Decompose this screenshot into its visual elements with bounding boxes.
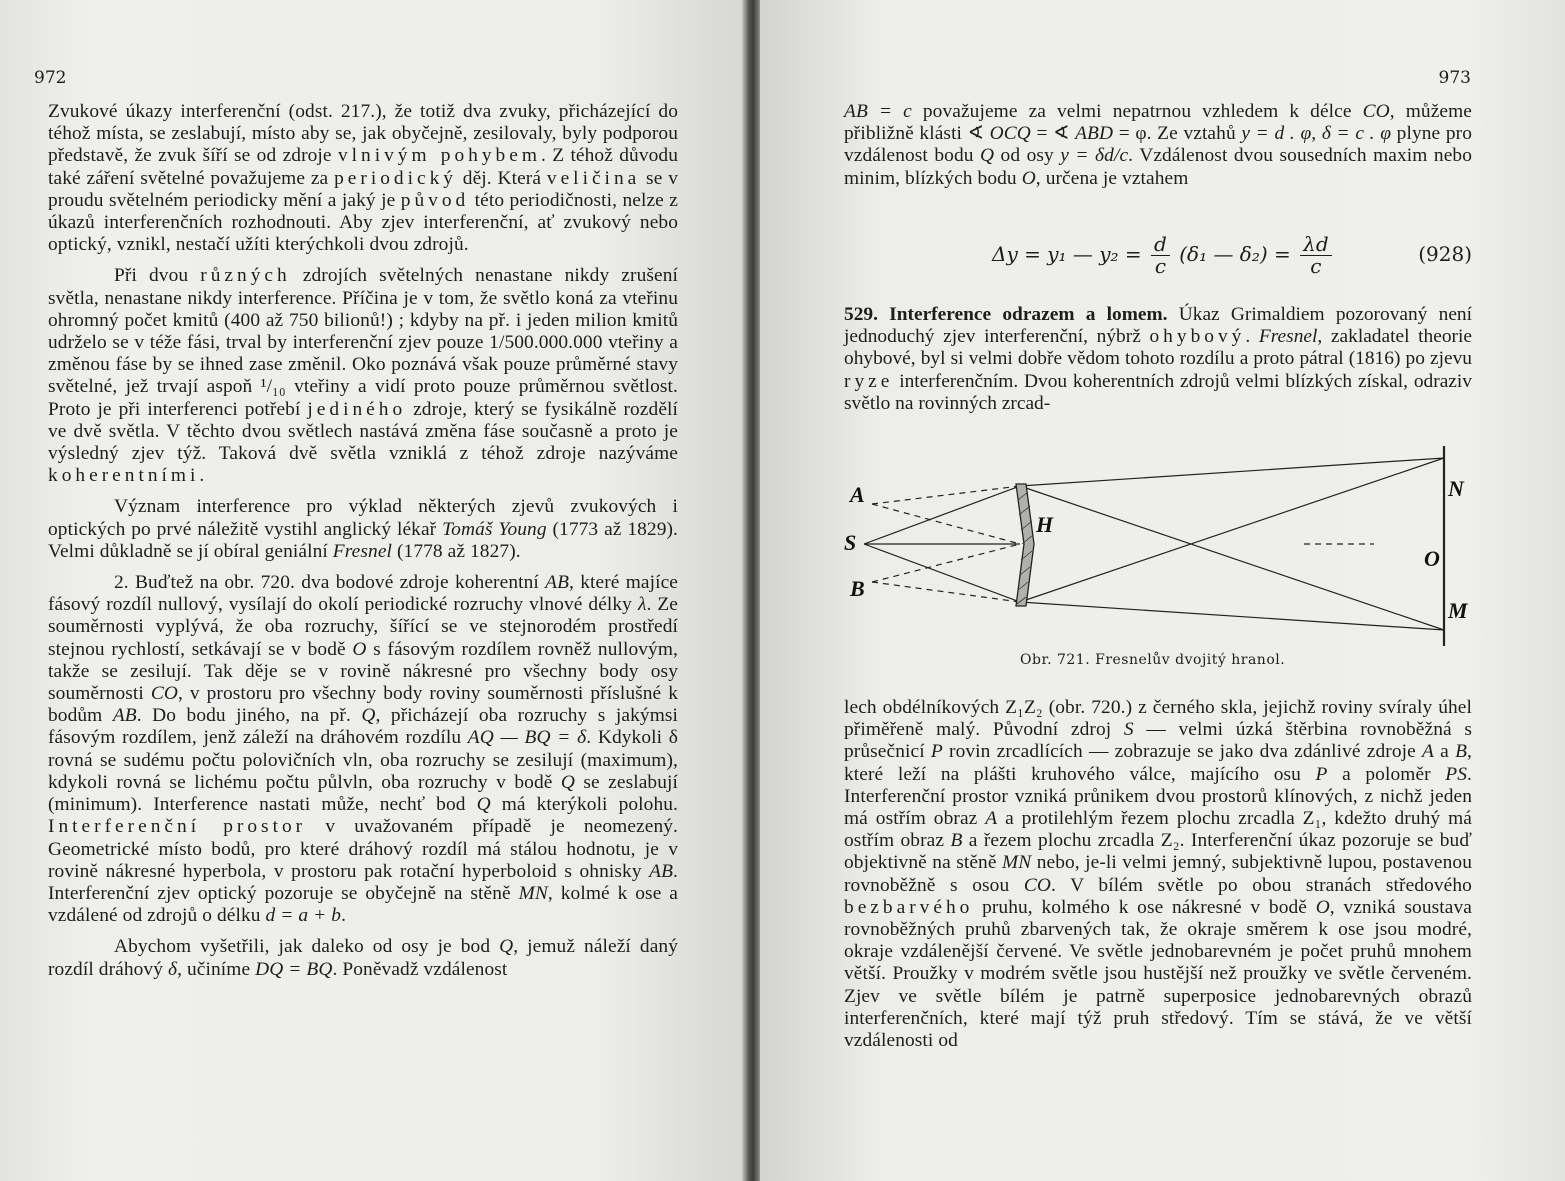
section-title: 529. Interference odrazem a lomem.	[844, 304, 1168, 325]
paragraph: Abychom vyšetřili, jak daleko od osy je bod Q, jemuž náleží daný rozdíl dráhový δ, učiníme DQ = BQ. Poněvadž vzdálenost	[48, 936, 678, 980]
equation-928	[844, 228, 1472, 288]
virtual-ray	[872, 504, 1020, 544]
equation-formula: Δy = y₁ — y₂ = $\frac{d}{c}$ (δ₁ — δ₂) = $\frac{\lambda d}{c}$	[992, 234, 1335, 277]
ray	[1020, 486, 1444, 630]
paragraph: lech obdélníkových Z₁Z₂ (obr. 720.) z černého skla, jejichž roviny svíraly úhel přiměřeně malý. Původní zdroj S — velmi úzká štěrbina rovnoběžná s průsečnicí P rovin zrcadlících — zobrazuje se jako dva zdánlivé zdroje A a B, které leží na plášti kruhového válce, majícího osu P a poloměr PS. Interferenční prostor vzniká průnikem dvou prostorů klínových, z nichž jeden má ostřím obraz A a protilehlým řezem plochu zrcadla Z₁, kdežto druhý má ostřím obraz B a řezem plochu zrcadla Z₂. Interferenční úkaz pozoruje se buď objektivně na stěně MN nebo, je-li velmi jemný, subjektivně lupou, postavenou rovnoběžně s osou CO. V bílém světle po obou stranách středového bezbarvého pruhu, kolmého k ose nákresné v bodě O, vzniká soustava rovnoběžných pruhů zbarvených tak, že okraje směrem k ose jsou modré, okraje vzdálenější červené. Ve světle jednobarevném je počet pruhů mnohem větší. Proužky v modrém světle jsou hustější než proužky ve světle červeném. Zjev ve světle bílém je patrně superposice jednobarevných obrazů interferenčních, které mají týž pruh středový. Tím se stává, že ve větší vzdálenosti od	[844, 697, 1472, 1052]
left-page	[0, 0, 746, 1181]
label-M: M	[1448, 598, 1468, 623]
biprism	[1016, 484, 1034, 606]
figure-caption: Obr. 721. Fresnelův dvojitý hranol.	[1020, 652, 1286, 668]
left-body-text	[48, 101, 678, 990]
ray	[1020, 602, 1444, 630]
right-bottom-text	[844, 697, 1472, 1061]
paragraph: Při dvou různých zdrojích světelných nenastane nikdy zrušení světla, nenastane nikdy interference. Příčina je v tom, že světlo koná za vteřinu ohromný počet kmitů (400 až 750 bilionů!) ; kdyby na př. i jeden milion kmitů udrželo se v téže fási, trval by interferenční zjev pouze 1/500.000.000 vteřiny a změnou fáse by se ihned zase změnil. Oko poznává však pouze průměrné stavy světelné, jež trvají aspoň ¹/₁₀ vteřiny a vidí proto pouze průměrnou světlost. Proto je při interferenci potřebí jediného zdroje, který se fysikálně rozdělí ve dvě světla. V těchto dvou světlech nastává změna fáse současně a proto je výsledný zjev týž. Taková dvě světla vzniklá z téhož zdroje nazýváme koherentními.	[48, 265, 678, 487]
label-H: H	[1036, 512, 1054, 537]
fraction: $\frac{\lambda d}{c}$	[1300, 234, 1331, 277]
paragraph: 529. Interference odrazem a lomem. Úkaz Grimaldiem pozorovaný není jednoduchý zjev interferenční, nýbrž ohybový. Fresnel, zakladatel theorie ohybové, byl si velmi dobře vědom tohoto rozdílu a proto pátral (1816) po zjevu ryze interferenčním. Dvou koherentních zdrojů velmi blízkých získal, odraziv světlo na rovinných zrcad-	[844, 304, 1473, 414]
paragraph: Význam interference pro výklad některých zjevů zvukových i optických po prvé náležitě vystihl anglický lékař Tomáš Young (1773 až 1829). Velmi důkladně se jí obíral geniální Fresnel (1778 až 1827).	[48, 496, 679, 562]
label-N: N	[1448, 476, 1464, 501]
right-page-number: 973	[1438, 68, 1471, 88]
section-529	[844, 304, 1472, 415]
ray	[1020, 458, 1444, 602]
fresnel-biprism-figure	[844, 440, 1484, 650]
ray	[864, 486, 1020, 544]
paragraph: 2. Buďtež na obr. 720. dva bodové zdroje koherentní AB, které majíce fásový rozdíl nullový, vysílají do okolí periodické rozruchy vlnové délky λ. Ze souměrnosti vyplývá, že oba rozruchy, šířící se ve stejnorodém prostředí stejnou rychlostí, setkávají se v bodě O s fásovým rozdílem rovněž nullovým, takže se zesilují. Tak děje se v rovině nákresné pro všechny body osy souměrnosti CO, v prostoru pro všechny body roviny souměrnosti příslušné k bodům AB. Do bodu jiného, na př. Q, přicházejí oba rozruchy s jakýmsi fásovým rozdílem, jenž záleží na dráhovém rozdílu AQ — BQ = δ. Kdykoli δ rovná se sudému počtu polovičních vln, oba rozruchy se zesilují (maximum), kdykoli rovná se lichému počtu půlvln, oba rozruchy v bodě Q se zeslabují (minimum). Interference nastati může, nechť bod Q má kterýkoli polohu. Interferenční prostor v uvažovaném případě je neomezený. Geometrické místo bodů, pro které dráhový rozdíl má stálou hodnotu, je v rovině nákresné hyperbola, v prostoru pak rotační hyperboloid s ohnisky AB. Interferenční zjev optický pozoruje se obyčejně na stěně MN, kolmé k ose a vzdálené od zdrojů o délku d = a + b.	[48, 572, 679, 927]
equation-number: (928)	[1418, 242, 1472, 266]
fraction: $\frac{d}{c}$	[1151, 234, 1170, 277]
label-S: S	[844, 530, 857, 555]
virtual-ray	[872, 544, 1020, 582]
label-B: B	[850, 576, 865, 601]
label-O: O	[1424, 546, 1440, 571]
paragraph: Zvukové úkazy interferenční (odst. 217.), že totiž dva zvuky, přicházející do téhož místa, se zeslabují, místo aby se, jak obyčejně, zesilovaly, byly podporou představě, že zvuk šíří se od zdroje vlnivým pohybem. Z téhož důvodu také záření světelné považujeme za periodický děj. Která veličina se v proudu světelném periodicky mění a jaký je původ této periodičnosti, nelze z úkazů interferenčních rozhodnouti. Aby zjev interferenční, ať zvukový nebo optický, vznikl, nestačí užíti kterýchkoli dvou zdrojů.	[48, 101, 679, 256]
right-page	[760, 0, 1565, 1181]
paragraph: AB = c považujeme za velmi nepatrnou vzhledem k délce CO, můžeme přibližně klásti ∢ OCQ = ∢ ABD = φ. Ze vztahů y = d . φ, δ = c . φ plyne pro vzdálenost bodu Q od osy y = δd/c. Vzdálenost dvou sousedních maxim nebo minim, blízkých bodu O, určena je vztahem	[844, 101, 1473, 189]
right-top-text	[844, 101, 1472, 199]
ray	[1020, 458, 1444, 486]
ray	[864, 544, 1020, 602]
left-page-number: 972	[34, 68, 67, 88]
label-A: A	[850, 482, 865, 507]
virtual-ray	[872, 582, 1020, 602]
virtual-ray	[872, 486, 1020, 504]
